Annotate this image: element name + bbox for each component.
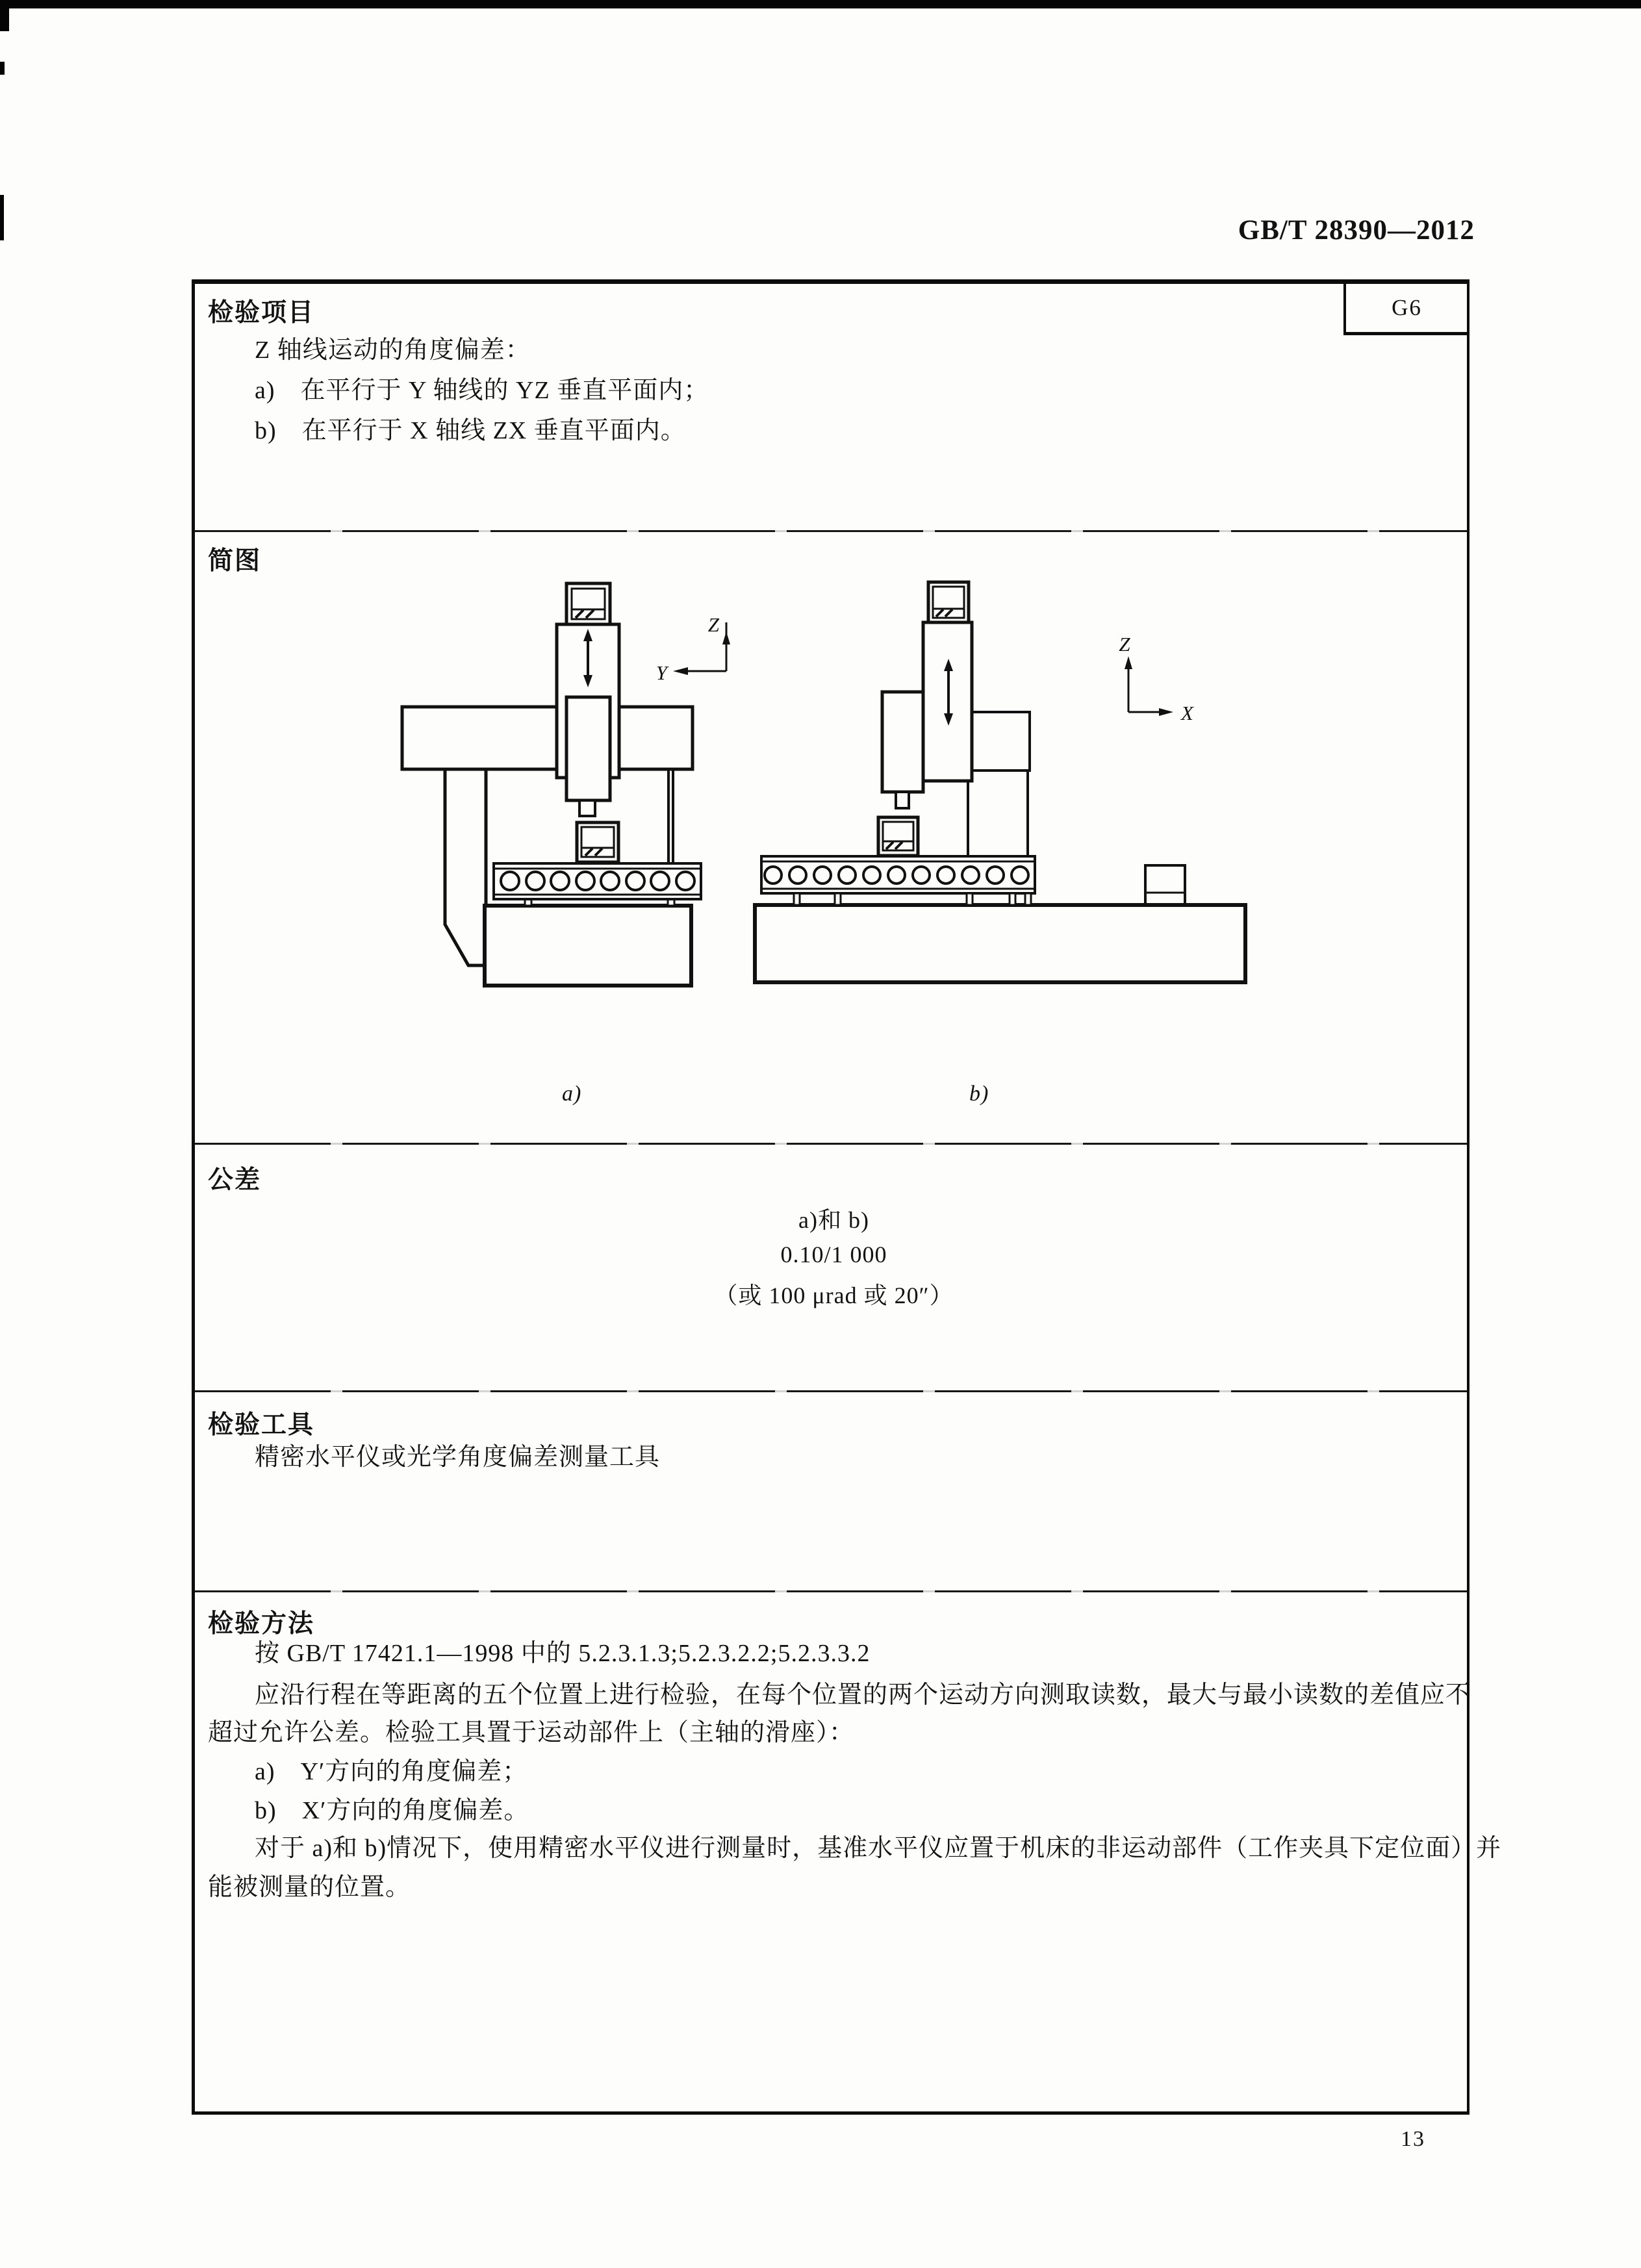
method-line-1: 按 GB/T 17421.1—1998 中的 5.2.3.1.3;5.2.3.2.2;5.2.3.3.2 [255, 1640, 871, 1667]
inspection-item-a: a) 在平行于 Y 轴线的 YZ 垂直平面内； [255, 377, 709, 404]
divider-diagram-tolerance [194, 1143, 1467, 1145]
machine-b [755, 582, 1245, 982]
section-title-tolerance: 公差 [208, 1166, 262, 1194]
page-number: 13 [1401, 2127, 1425, 2151]
tolerance-alt-value: （或 100 μrad 或 20″） [714, 1282, 954, 1308]
standard-number-header: GB/T 28390—2012 [1238, 215, 1475, 246]
divider-tolerance-tools [194, 1390, 1467, 1392]
machine-a-left-column [445, 769, 486, 965]
axis-a-y-label: Y [655, 661, 667, 684]
scan-edge-corner [0, 0, 9, 31]
level-instrument-a-top [566, 583, 610, 624]
scan-tick-1 [0, 62, 5, 75]
method-line-7: 能被测量的位置。 [208, 1874, 411, 1901]
method-line-2: 应沿行程在等距离的五个位置上进行检验，在每个位置的两个运动方向测取读数，最大与最小读数的差值应不 [255, 1681, 1471, 1709]
section-title-inspection-item: 检验项目 [208, 299, 315, 327]
machine-b-block [1145, 865, 1185, 904]
machine-a [402, 583, 730, 986]
machine-a-spindle [566, 697, 610, 800]
axes-a [656, 613, 730, 684]
machine-diagrams [377, 572, 1260, 1013]
inspection-item-b: b) 在平行于 X 轴线 ZX 垂直平面内。 [255, 417, 686, 444]
tools-text: 精密水平仪或光学角度偏差测量工具 [255, 1444, 661, 1471]
axis-b-x-label: X [1181, 702, 1193, 724]
section-title-method: 检验方法 [208, 1610, 315, 1638]
machine-b-tool-tip [896, 792, 909, 808]
figure-b-label: b) [969, 1082, 989, 1106]
machine-a-bed [485, 906, 691, 986]
figure-a-label: a) [562, 1082, 582, 1106]
machine-b-column-upper [972, 712, 1030, 771]
machine-b-spindle [882, 692, 923, 792]
tolerance-value: 0.10/1 000 [780, 1242, 887, 1268]
level-instrument-b-top [928, 582, 969, 622]
divider-tools-method [194, 1590, 1467, 1592]
machine-b-base [755, 905, 1245, 982]
axis-a-z-label: Z [707, 613, 719, 636]
method-line-3: 超过允许公差。检验工具置于运动部件上（主轴的滑座）： [208, 1719, 855, 1746]
tolerance-scope: a)和 b) [798, 1207, 869, 1233]
item-code: G6 [1392, 295, 1422, 320]
level-instrument-b-table [878, 817, 918, 856]
inspection-item-intro: Z 轴线运动的角度偏差： [255, 337, 531, 364]
level-instrument-a-table [577, 822, 618, 862]
divider-item-diagram [194, 530, 1467, 532]
item-code-box [1343, 284, 1468, 335]
method-line-4: a) Y′方向的角度偏差； [255, 1758, 528, 1785]
axis-b-z-label: Z [1119, 633, 1130, 656]
section-title-tools: 检验工具 [208, 1411, 315, 1439]
machine-a-crossbeam [402, 707, 693, 769]
axes-b [1119, 633, 1194, 724]
section-title-diagram: 简图 [208, 547, 262, 575]
scan-tick-2 [0, 195, 4, 240]
machine-b-column-lower [968, 771, 1028, 856]
machine-a-tool-tip [579, 800, 595, 816]
scan-edge-top [0, 0, 1641, 8]
method-line-5: b) X′方向的角度偏差。 [255, 1797, 529, 1824]
method-line-6: 对于 a)和 b)情况下，使用精密水平仪进行测量时，基准水平仪应置于机床的非运动部件（工作夹具下定位面）并 [255, 1835, 1502, 1862]
